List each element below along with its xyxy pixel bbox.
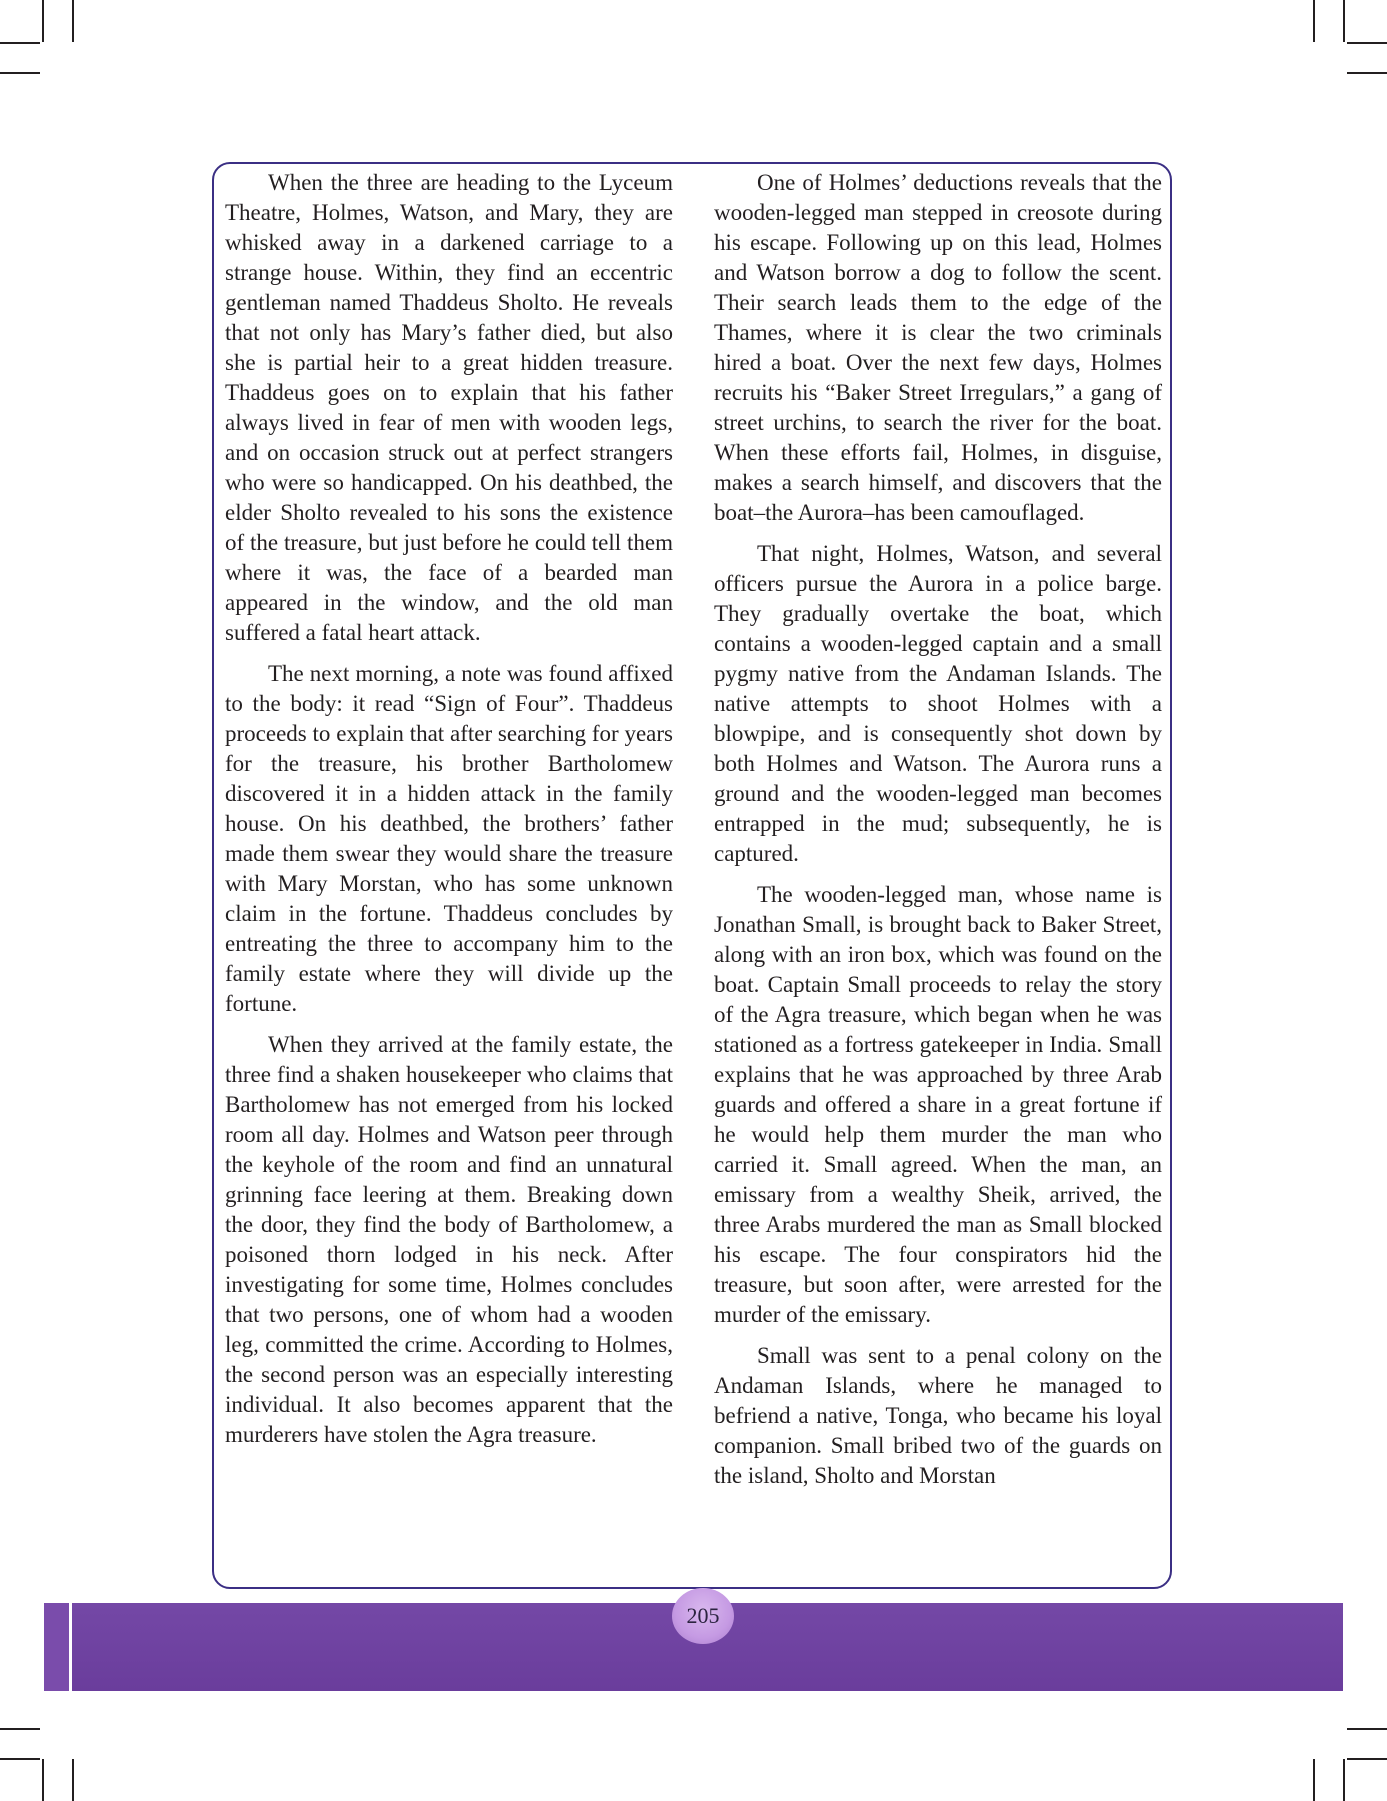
paragraph: The next morning, a note was found affixed to the body: it read “Sign of Four”. Thaddeus proceeds to explain that after searching for years for the treasure, his brother Bartholomew discovered it in a hidden attack in the family house. On his deathbed, the brothers’ father made them swear they would share the treasure with Mary Morstan, who has some unknown claim in the fortune. Thaddeus concludes by entreating the three to accompany him to the family estate where they will divide up the fortune. [225, 661, 673, 1016]
paragraph: When they arrived at the family estate, the three find a shaken housekeeper who claims that Bartholomew has not emerged from his locked room all day. Holmes and Watson peer through the keyhole of the room and find an unnatural grinning face leering at them. Breaking down the door, they find the body of Bartholomew, a poisoned thorn lodged in his neck. After investigating for some time, Holmes concludes that two persons, one of whom had a wooden leg, committed the crime. According to Holmes, the second person was an especially interesting individual. It also becomes apparent that the murderers have stolen the Agra treasure. [225, 1032, 673, 1447]
crop-mark [1347, 1728, 1387, 1730]
crop-mark [1347, 42, 1387, 44]
paragraph: When the three are heading to the Lyceum Theatre, Holmes, Watson, and Mary, they are whisked away in a darkened carriage to a strange house. Within, they find an eccentric gentleman named Thaddeus Sholto. He reveals that not only has Mary’s father died, but also she is partial heir to a great hidden treasure. Thaddeus goes on to explain that his father always lived in fear of men with wooden legs, and on occasion struck out at perfect strangers who were so handicapped. On his deathbed, the elder Sholto revealed to his sons the existence of the treasure, but just before he could tell them where it was, the face of a bearded man appeared in the window, and the old man suffered a fatal heart attack. [225, 170, 673, 645]
left-column [225, 168, 673, 1461]
paragraph: One of Holmes’ deductions reveals that the wooden-legged man stepped in creosote during his escape. Following up on this lead, Holmes and Watson borrow a dog to follow the scent. Their search leads them to the edge of the Thames, where it is clear the two criminals hired a boat. Over the next few days, Holmes recruits his “Baker Street Irregulars,” a gang of street urchins, to search the river for the boat. When these efforts fail, Holmes, in disguise, makes a search himself, and discovers that the boat–the Aurora–has been camouflaged. [714, 170, 1162, 525]
crop-mark [1313, 0, 1315, 42]
paragraph: Small was sent to a penal colony on the Andaman Islands, where he managed to befriend a native, Tonga, who became his loyal companion. Small bribed two of the guards on the island, Sholto and Morstan [714, 1343, 1162, 1488]
page-number: 205 [672, 1588, 734, 1644]
crop-mark [72, 0, 74, 42]
right-column [714, 168, 1162, 1502]
crop-mark [1313, 1759, 1315, 1801]
crop-mark [1347, 72, 1387, 74]
crop-mark [42, 0, 44, 42]
crop-mark [0, 1758, 40, 1760]
crop-mark [1343, 0, 1345, 42]
paragraph: That night, Holmes, Watson, and several officers pursue the Aurora in a police barge. They gradually overtake the boat, which contains a wooden-legged captain and a small pygmy native from the Andaman Islands. The native attempts to shoot Holmes with a blowpipe, and is consequently shot down by both Holmes and Watson. The Aurora runs a ground and the wooden-legged man becomes entrapped in the mud; subsequently, he is captured. [714, 541, 1162, 866]
crop-mark [72, 1759, 74, 1801]
crop-mark [0, 42, 40, 44]
footer-band-strip [44, 1603, 72, 1691]
crop-mark [42, 1759, 44, 1801]
crop-mark [0, 1728, 40, 1730]
crop-mark [1347, 1758, 1387, 1760]
crop-mark [0, 72, 40, 74]
paragraph: The wooden-legged man, whose name is Jonathan Small, is brought back to Baker Street, along with an iron box, which was found on the boat. Captain Small proceeds to relay the story of the Agra treasure, which began when he was stationed as a fortress gatekeeper in India. Small explains that he was approached by three Arab guards and offered a share in a great fortune if he would help them murder the man who carried it. Small agreed. When the man, an emissary from a wealthy Sheik, arrived, the three Arabs murdered the man as Small blocked his escape. The four conspirators hid the treasure, but soon after, were arrested for the murder of the emissary. [714, 882, 1162, 1327]
crop-mark [1343, 1759, 1345, 1801]
